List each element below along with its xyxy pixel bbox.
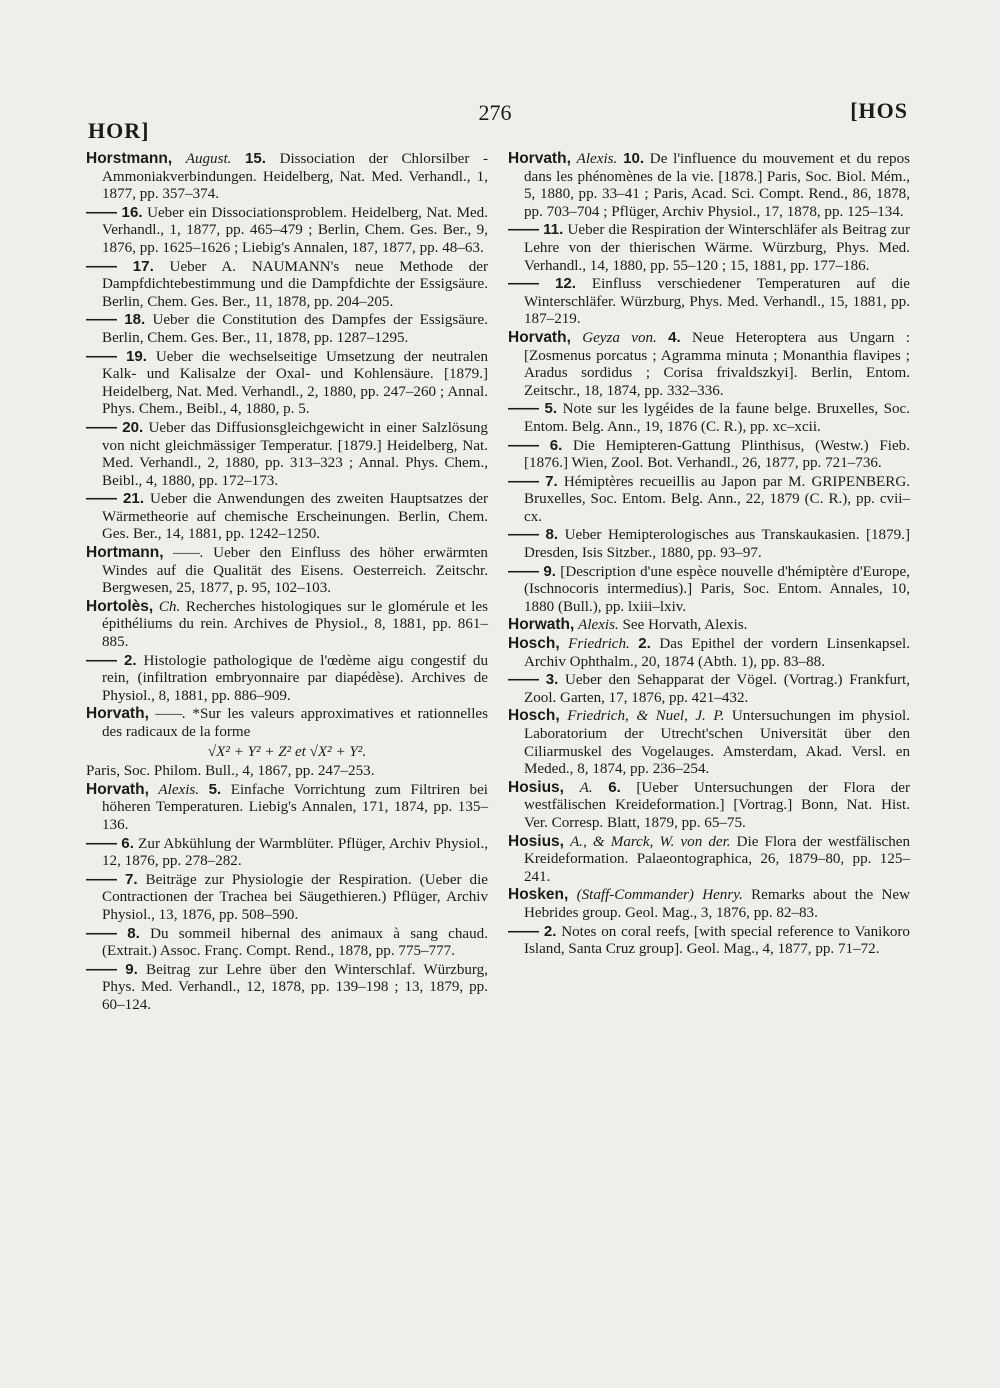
entry-author: —— — [86, 924, 117, 942]
entry-text: Note sur les lygéides de la faune belge. Bruxelles, Soc. Entom. Belg. Ann., 19, 1876 (C. R.), pp. xc–xcii. — [524, 401, 910, 435]
entry-author: Hosch, — [508, 635, 560, 653]
entry-text: Beiträge zur Physiologie der Respiration. (Ueber die Contractionen der Trachea bei Säugethieren.) Pflüger, Archiv Physiol., 13, 1876, pp. 508–590. — [102, 871, 488, 923]
bibliography-entry — [508, 329, 910, 400]
entry-author-firstname: A. — [579, 779, 593, 796]
entry-author: —— — [508, 221, 539, 239]
entry-author-firstname: Alexis. — [578, 617, 619, 634]
entry-author: —— — [86, 651, 117, 669]
entry-text: [Description d'une espèce nouvelle d'hémiptère d'Europe, (Ischnocoris intermedius).] Paris, Soc. Entom. Annales, 10, 1880 (Bull.), pp. lxiii–lxiv. — [524, 563, 910, 615]
entry-author: —— — [86, 257, 117, 275]
entry-author: —— — [86, 311, 117, 329]
entry-number: 2. — [638, 635, 651, 653]
entry-author: —— — [508, 526, 539, 544]
entry-number: 18. — [124, 311, 146, 329]
entry-number: 5. — [208, 780, 222, 798]
entry-text: Remarks about the New Hebrides group. Geol. Mag., 3, 1876, pp. 82–83. — [524, 887, 910, 921]
entry-number: 6. — [121, 834, 134, 852]
entry-text: Zur Abkühlung der Warmblüter. Pflüger, Archiv Physiol., 12, 1876, pp. 278–282. — [102, 835, 488, 870]
entry-author: —— — [508, 922, 539, 940]
bibliography-entry — [86, 652, 488, 706]
entry-number: 15. — [245, 150, 266, 167]
entry-author: Hosken, — [508, 886, 569, 904]
entry-text: Du sommeil hibernal des animaux à sang chaud. (Extrait.) Assoc. Franç. Compt. Rend., 1878, pp. 775–777. — [102, 925, 488, 960]
entry-number: 6. — [608, 778, 621, 796]
bibliography-entry — [86, 311, 488, 347]
header-left-range: HOR] — [88, 118, 150, 143]
entry-author: Horstmann, — [86, 150, 173, 167]
entry-author: —— — [508, 671, 539, 689]
entry-author: —— — [508, 275, 539, 293]
entry-text: See Horvath, Alexis. — [618, 617, 748, 634]
entry-text: Ueber das Diffusionsgleichgewicht in einer Salzlösung von nicht gleichmässiger Temperatur. [1879.] Heidelberg, Nat. Med. Verhandl., 2, 1880, pp. 313–323 ; Annal. Phys. Chem., Beibl., 4, 1880, pp. 172–173. — [102, 419, 488, 489]
bibliography-entry — [86, 544, 488, 598]
entry-text: Ueber die Respiration der Winterschläfer als Beitrag zur Lehre von der thierischen Wärme. Würzburg, Phys. Med. Verhandl., 14, 1880, pp. 55–120 ; 15, 1881, pp. 177–186. — [524, 222, 910, 274]
entry-text: Ueber die Anwendungen des zweiten Hauptsatzes der Wärmetheorie auf chemische Erscheinungen. Berlin, Chem. Ges. Ber., 14, 1881, pp. 1242–1250. — [102, 491, 488, 543]
entry-number: 8. — [127, 924, 140, 942]
entry-author: Hortolès, — [86, 597, 154, 615]
entry-text: Dissociation der Chlorsilber - Ammoniakverbindungen. Heidelberg, Nat. Med. Verhandl., 1, 1877, pp. 357–374. — [102, 151, 488, 203]
entry-author: Horvath, — [508, 150, 571, 167]
entry-author: Hortmann, — [86, 544, 164, 562]
page-number: 276 — [478, 100, 512, 125]
entry-text: Notes on coral reefs, [with special reference to Vanikoro Island, Santa Cruz group]. Geol. Mag., 4, 1877, pp. 71–72. — [524, 923, 910, 958]
entry-number: 2. — [123, 651, 137, 669]
entry-number: 12. — [554, 275, 576, 293]
entry-author: —— — [86, 203, 117, 221]
entry-author: Hosch, — [508, 707, 560, 725]
bibliography-entry — [508, 923, 910, 959]
entry-number: 6. — [549, 436, 563, 454]
page-header — [0, 0, 1000, 150]
bibliography-entry — [86, 781, 488, 835]
entry-number: 9. — [125, 960, 138, 978]
entry-text: Die Flora der westfälischen Kreideformation. Palaeontographica, 26, 1879–80, pp. 125–241. — [524, 833, 910, 885]
bibliography-entry — [508, 833, 910, 887]
bibliography-entry — [508, 779, 910, 833]
entry-text: Ueber Hemipterologisches aus Transkaukasien. [1879.] Dresden, Isis Sitzber., 1880, pp. 93–97. — [524, 527, 910, 562]
entry-text: *Sur les valeurs approximatives et rationnelles des radicaux de la forme — [102, 706, 488, 740]
entry-author-firstname: Friedrich. — [568, 636, 630, 653]
entry-number: 9. — [543, 562, 556, 580]
entry-text: Neue Heteroptera aus Ungarn : [Zosmenus porcatus ; Agramma minuta ; Monanthia flavipes ; Aradus sordidus ; Corisa frivaldszkyi]. Berlin, Entom. Zeitschr., 18, 1874, pp. 332–336. — [524, 329, 910, 399]
entry-author: —— — [508, 436, 539, 454]
bibliography-entry — [508, 563, 910, 617]
entry-text: Einfache Vorrichtung zum Filtriren bei höheren Temperaturen. Liebig's Annalen, 171, 1874, pp. 135–136. — [102, 781, 488, 833]
bibliography-entry — [86, 204, 488, 258]
bibliography-entry — [86, 598, 488, 652]
entry-author: Horvath, — [86, 780, 149, 798]
entry-author-firstname: Ch. — [158, 598, 181, 615]
bibliography-entry — [508, 150, 910, 221]
entry-author-firstname: (Staff-Commander) Henry. — [576, 887, 743, 904]
entry-author: Horvath, — [86, 705, 149, 723]
entry-number: 19. — [125, 347, 147, 365]
bibliography-entry — [86, 348, 488, 419]
entry-author: Horwath, — [508, 616, 575, 634]
entry-text: Hémiptères recueillis au Japon par M. GRIPENBERG. Bruxelles, Soc. Entom. Belg. Ann., 22, 1879 (C. R.), pp. cvii–cx. — [524, 473, 910, 525]
bibliography-entry — [508, 671, 910, 707]
entry-text: Ueber den Sehapparat der Vögel. (Vortrag.) Frankfurt, Zool. Garten, 17, 1876, pp. 421–432. — [524, 672, 910, 706]
entry-text: De l'influence du mouvement et du repos dans les phénomènes de la vie. [1878.] Paris, Soc. Biol. Mém., 5, 1880, pp. 33–41 ; Paris, Acad. Sci. Compt. Rend., 86, 1878, pp. 703–704 ; Pflüger, Archiv Physiol., 17, 1878, pp. 125–134. — [524, 151, 911, 220]
bibliography-entry — [508, 526, 910, 562]
bibliography-entry — [86, 258, 488, 312]
bibliography-entry — [508, 886, 910, 922]
entry-number: 8. — [545, 526, 559, 544]
entry-text: Ueber den Einfluss des höher erwärmten Windes auf die Qualität des Eisens. Oesterreich. Zeitschr. Bergwesen, 25, 1877, p. 95, 102–103. — [102, 545, 488, 597]
entry-number: 17. — [132, 257, 154, 275]
bibliography-entry — [508, 473, 910, 527]
entry-author: —— — [508, 400, 539, 418]
entry-number: 10. — [623, 150, 645, 167]
entry-author-firstname: Geyza von. — [582, 329, 657, 346]
entry-author: —— — [86, 418, 117, 436]
entry-author-firstname: ——. — [173, 545, 204, 562]
entry-author-firstname: ——. — [155, 706, 186, 723]
entry-text: Die Hemipteren-Gattung Plinthisus, (Westw.) Fieb. [1876.] Wien, Zool. Bot. Verhandl., 26, 1877, pp. 721–736. — [524, 437, 910, 472]
entry-author-firstname: Friedrich, & Nuel, J. P. — [567, 708, 725, 725]
entry-text: Ueber ein Dissociationsproblem. Heidelberg, Nat. Med. Verhandl., 1, 1877, pp. 465–479 ; Berlin, Chem. Ges. Ber., 9, 1876, pp. 1625–1626 ; Liebig's Annalen, 187, 1877, pp. 48–63. — [102, 204, 489, 256]
entry-author: —— — [86, 347, 117, 365]
entry-author: —— — [86, 960, 117, 978]
entry-author-firstname: Alexis. — [158, 781, 200, 798]
entry-text: Recherches histologiques sur le glomérule et les épithéliums du rein. Archives de Physiol., 8, 1881, pp. 861–885. — [102, 598, 488, 651]
entry-author: —— — [86, 870, 117, 888]
bibliography-entry — [508, 400, 910, 436]
entry-author: Hosius, — [508, 832, 564, 850]
entry-text: Histologie pathologique de l'œdème aigu congestif du rein, (infiltration embryonnaire par diapédèse). Archives de Physiol., 8, 1881, pp. 886–909. — [102, 652, 488, 704]
header-right-range: [HOS — [850, 98, 908, 123]
bibliography-entry — [508, 437, 910, 473]
bibliography-entry — [86, 419, 488, 490]
bibliography-entry — [86, 705, 488, 741]
bibliography-entry — [86, 925, 488, 961]
entry-author: —— — [86, 490, 117, 508]
bibliography-entry — [86, 961, 488, 1015]
entry-author: —— — [86, 834, 117, 852]
entry-number: 20. — [122, 418, 144, 436]
bibliography-entry — [86, 490, 488, 544]
entry-text: [Ueber Untersuchungen der Flora der westfälischen Kreideformation.] [Vortrag.] Bonn, Nat. Hist. Ver. Corresp. Blatt, 1879, pp. 65–75. — [524, 779, 911, 831]
entry-number: 5. — [544, 400, 558, 418]
left-column — [86, 150, 488, 1015]
bibliography-entry — [508, 275, 910, 329]
entry-number: 7. — [545, 472, 558, 490]
entry-author-firstname: August. — [185, 151, 232, 167]
entry-author: Horvath, — [508, 328, 571, 346]
entry-continuation: Paris, Soc. Philom. Bull., 4, 1867, pp. 247–253. — [86, 763, 375, 780]
right-column — [508, 150, 910, 959]
entry-author: —— — [508, 562, 539, 580]
entry-text: Ueber die wechselseitige Umsetzung der neutralen Kalk- und Kalisalze der Oxal- und Kohlensäure. [1879.] Heidelberg, Nat. Med. Verhandl., 2, 1880, pp. 247–260 ; Annal. Phys. Chem., Beibl., 4, 1880, p. 5. — [102, 348, 488, 418]
entry-text: Untersuchungen im physiol. Laboratorium der Utrecht'schen Universität über den Ciliarmuskel des Vogelauges. Amsterdam, Akad. Versl. en Meded., 8, 1874, pp. 236–254. — [524, 708, 910, 778]
entry-author: Hosius, — [508, 778, 564, 796]
entry-number: 7. — [124, 870, 138, 888]
entry-number: 21. — [123, 490, 145, 508]
bibliography-entry — [508, 221, 910, 275]
bibliography-entry — [86, 871, 488, 925]
bibliography-entry — [508, 635, 910, 671]
entry-formula: √X² + Y² + Z² et √X² + Y². — [207, 743, 367, 760]
entry-author-firstname: Alexis. — [576, 151, 618, 167]
entry-text: Ueber die Constitution des Dampfes der Essigsäure. Berlin, Chem. Ges. Ber., 11, 1878, pp. 1287–1295. — [102, 312, 488, 346]
entry-author-firstname: A., & Marck, W. von der. — [570, 833, 731, 850]
entry-text: Beitrag zur Lehre über den Winterschlaf. Würzburg, Phys. Med. Verhandl., 12, 1878, pp. 139–198 ; 13, 1879, pp. 60–124. — [102, 961, 489, 1013]
entry-text: Ueber A. NAUMANN's neue Methode der Dampfdichtebestimmung und die Dampfdichte der Essigsäure. Berlin, Chem. Ges. Ber., 11, 1878, pp. 204–205. — [102, 258, 488, 310]
entry-text: Einfluss verschiedener Temperaturen auf die Winterschläfer. Würzburg, Phys. Med. Verhandl., 15, 1881, pp. 187–219. — [524, 276, 910, 328]
entry-number: 2. — [543, 922, 557, 940]
bibliography-entry — [86, 835, 488, 871]
entry-number: 11. — [543, 221, 564, 239]
entry-number: 16. — [121, 203, 143, 221]
entry-text: Das Epithel der vordern Linsenkapsel. Archiv Ophthalm., 20, 1874 (Abth. 1), pp. 83–88. — [524, 636, 910, 670]
entry-number: 3. — [545, 671, 559, 689]
bibliography-entry — [86, 150, 488, 204]
bibliography-entry — [508, 707, 910, 778]
entry-number: 4. — [668, 328, 681, 346]
entry-author: —— — [508, 472, 539, 490]
bibliography-entry — [508, 616, 910, 635]
